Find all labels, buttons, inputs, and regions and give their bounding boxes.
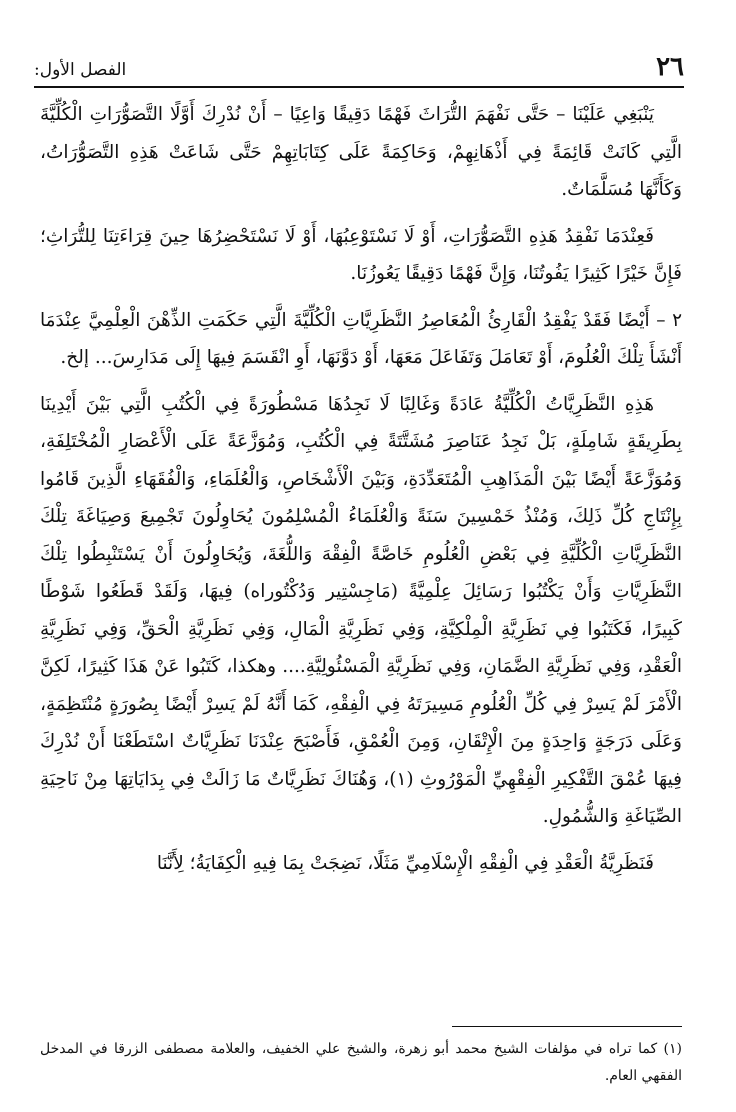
chapter-title: الفصل الأول: [34, 60, 127, 80]
paragraph-2: فَعِنْدَمَا نَفْقِدُ هَذِهِ التَّصَوُّرَاتِ، أَوْ لَا نَسْتَوْعِبُهَا، أَوْ لَا نَسْتَحْضِرُهَا حِينَ قِرَاءَتِنَا لِلتُّرَاثِ؛ فَإِنَّ خَيْرًا كَثِيرًا يَفُوتُنَا، وَإِنَّ فَهْمًا دَقِيقًا يَعُوزُنَا. [40, 225, 682, 284]
paragraph-5: فَنَظَرِيَّةُ الْعَقْدِ فِي الْفِقْهِ الْإِسْلَامِيِّ مَثَلًا، نَضِجَتْ بِمَا فِيهِ الْكِفَايَةُ؛ لِأَنَّنَا [156, 852, 654, 874]
paragraph-4: هَذِهِ النَّظَرِيَّاتُ الْكُلِّيَّةُ عَادَةً وَغَالِبًا لَا نَجِدُهَا مَسْطُورَةً فِي الْكُتُبِ الَّتِي بَيْنَ أَيْدِينَا بِطَرِيقَةٍ شَامِلَةٍ، بَلْ نَجِدُ عَنَاصِرَ مُشَتَّتَةً فِي الْكُتُبِ، وَمُوَزَّعَةً عَلَى الْأَعْصَارِ الْمُخْتَلِفَةِ، وَمُوَزَّعَةً أَيْضًا بَيْنَ الْمَذَاهِبِ الْمُتَعَدِّدَةِ، وَبَيْنَ الْأَشْخَاصِ، وَالْعُلَمَاءِ، وَالْفُقَهَاءِ الَّذِينَ قَامُوا بِإِنْتَاجِ كُلِّ ذَلِكَ، وَمُنْذُ خَمْسِينَ سَنَةً وَالْعُلَمَاءُ الْمُسْلِمُونَ يُحَاوِلُونَ تَجْمِيعَ وَصِيَاغَةَ تِلْكَ النَّظَرِيَّاتِ الْكُلِّيَّةِ فِي بَعْضِ الْعُلُومِ خَاصَّةً الْفِقْهَ وَاللُّغَةَ، وَيُحَاوِلُونَ أَنْ يَسْتَنْبِطُوا تِلْكَ النَّظَرِيَّاتِ وَأَنْ يَكْتُبُوا رَسَائِلَ عِلْمِيَّةً (مَاجِسْتِير وَدُكْتُوراه) فِيهَا، وَلَقَدْ قَطَعُوا شَوْطًا كَبِيرًا، فَكَتَبُوا فِي نَظَرِيَّةِ الْمِلْكِيَّةِ، وَفِي نَظَرِيَّةِ الْمَالِ، وَفِي نَظَرِيَّةِ الْحَقِّ، وَفِي نَظَرِيَّةِ الْعَقْدِ، وَفِي نَظَرِيَّةِ الضَّمَانِ، وَفِي نَظَرِيَّةِ الْمَسْئُولِيَّةِ.... وهكذا، كَتَبُوا عَنْ هَذَا كَثِيرًا، لَكِنَّ الْأَمْرَ لَمْ يَسِرْ فِي كُلِّ الْعُلُومِ مَسِيرَتَهُ فِي الْفِقْهِ، كَمَا أَنَّهُ لَمْ يَسِرْ أَيْضًا بِصُورَةٍ مُنْتَظِمَةٍ، وَعَلَى دَرَجَةٍ وَاحِدَةٍ مِنَ الْإِتْقَانِ، وَمِنَ الْعُمْقِ، فَأَصْبَحَ عِنْدَنَا نَظَرِيَّاتٌ اسْتَطَعْنَا أَنْ نُدْرِكَ فِيهَا عُمْقَ التَّفْكِيرِ الْفِقْهِيِّ الْمَوْرُوثِ (١)، وَهُنَاكَ نَظَرِيَّاتٌ مَا زَالَتْ فِي بِدَايَاتِهَا مِنْ نَاحِيَةِ الصِّيَاغَةِ وَالشُّمُولِ. [40, 393, 683, 827]
paragraph-1: يَنْبَغِي عَلَيْنَا – حَتَّى نَفْهَمَ التُّرَاثَ فَهْمًا دَقِيقًا وَاعِيًا – أَنْ نُدْرِكَ أَوَّلًا التَّصَوُّرَاتِ الْكُلِّيَّةَ الَّتِي كَانَتْ قَائِمَةً فِي أَذْهَانِهِمْ، وَحَاكِمَةً عَلَى كِتَابَاتِهِمْ حَتَّى شَاعَتْ هَذِهِ التَّصَوُّرَاتُ، وَكَأَنَّهَا مُسَلَّمَاتٌ. [40, 104, 682, 200]
body-text [40, 96, 682, 1008]
footnote-divider [452, 1026, 682, 1027]
paragraph-3: ٢ – أَيْضًا فَقَدْ يَفْقِدُ الْقَارِئُ الْمُعَاصِرُ النَّظَرِيَّاتِ الْكُلِّيَّةَ الَّتِي حَكَمَتِ الذِّهْنَ الْعِلْمِيَّ عِنْدَمَا أَنْشَأَ تِلْكَ الْعُلُومَ، أَوْ تَعَامَلَ وَتَفَاعَلَ مَعَهَا، أَوْ دَوَّنَهَا، أَوِ انْقَسَمَ فِيهَا إِلَى مَدَارِسَ... إلخ. [40, 309, 682, 368]
page-header [34, 52, 684, 88]
footnote: (١) كما تراه في مؤلفات الشيخ محمد أبو زهرة، والشيخ علي الخفيف، والعلامة مصطفى الزرقا في المدخل الفقهي العام. [40, 1041, 682, 1084]
page-number: ٢٦ [656, 52, 684, 82]
